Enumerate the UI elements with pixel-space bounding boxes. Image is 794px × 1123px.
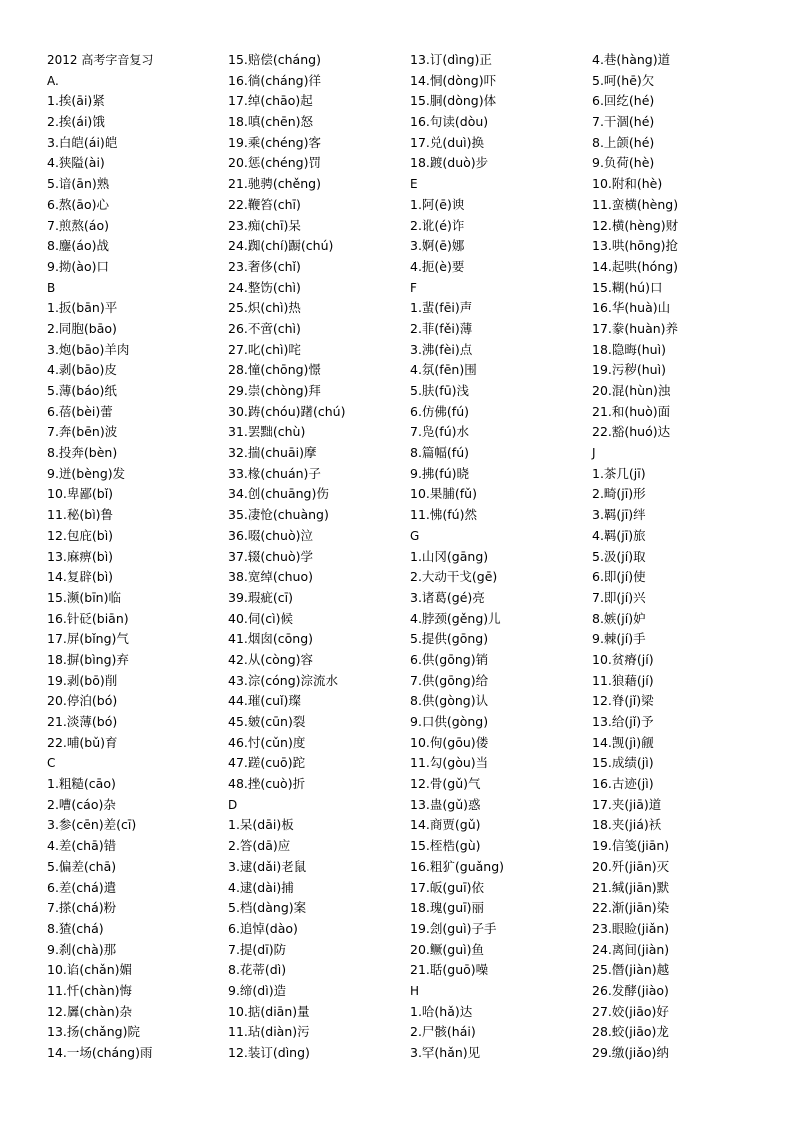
- vocab-entry: 9.负荷(hè): [592, 155, 655, 171]
- vocab-entry: 42.从(còng)容: [228, 651, 314, 667]
- vocab-entry: 12.羼(chàn)杂: [47, 1003, 133, 1019]
- vocab-entry: 25.炽(chì)热: [228, 300, 301, 316]
- vocab-entry: 1.呆(dāi)板: [228, 817, 294, 833]
- vocab-entry: 6.差(chá)遣: [47, 879, 117, 895]
- vocab-entry: 44.璀(cuǐ)璨: [228, 693, 301, 709]
- vocab-entry: 4.剥(bāo)皮: [47, 362, 117, 378]
- vocab-entry: 1.茶几(jī): [592, 465, 646, 481]
- vocab-entry: 6.仿佛(fú): [410, 403, 470, 419]
- vocab-entry: 46.忖(cǔn)度: [228, 734, 306, 750]
- vocab-entry: 12.包庇(bì): [47, 527, 114, 543]
- section-heading: 2012 高考字音复习: [47, 53, 154, 67]
- section-heading: A.: [47, 73, 59, 88]
- vocab-entry: 1.哈(hǎ)达: [410, 1003, 473, 1019]
- vocab-entry: 3.炮(bāo)羊肉: [47, 341, 130, 357]
- section-heading: E: [410, 177, 418, 192]
- vocab-entry: 14.一场(cháng)雨: [47, 1045, 153, 1060]
- vocab-entry: 11.勾(gòu)当: [410, 755, 489, 771]
- vocab-entry: 11.狼藉(jí): [592, 672, 654, 688]
- vocab-entry: 7.干涸(hé): [592, 114, 655, 130]
- vocab-entry: 16.华(huà)山: [592, 300, 671, 316]
- section-heading: F: [410, 280, 417, 295]
- vocab-entry: 10.卑鄙(bǐ): [47, 486, 114, 502]
- vocab-entry: 8.嫉(jí)妒: [592, 610, 646, 626]
- section-heading: C: [47, 756, 56, 771]
- vocab-entry: 10.谄(chǎn)媚: [47, 962, 133, 978]
- vocab-entry: 8.篇幅(fú): [410, 445, 470, 461]
- vocab-entry: 22.鞭笞(chī): [228, 196, 301, 212]
- vocab-entry: 9.缔(dì)造: [228, 982, 287, 998]
- vocab-entry: 12.横(hèng)财: [592, 217, 679, 233]
- vocab-entry: 21.驰骋(chěng): [228, 176, 321, 192]
- vocab-entry: 18.瑰(guī)丽: [410, 900, 484, 916]
- vocab-entry: 26.不啻(chì): [228, 320, 301, 336]
- vocab-entry: 16.句读(dòu): [410, 114, 489, 130]
- vocab-entry: 10.附和(hè): [592, 176, 663, 192]
- vocab-entry: 22.豁(huó)达: [592, 424, 671, 440]
- vocab-entry: 20.混(hùn)浊: [592, 383, 671, 398]
- vocab-entry: 6.供(gōng)销: [410, 651, 489, 667]
- vocab-entry: 10.贫瘠(jí): [592, 651, 654, 667]
- vocab-entry: 23.奢侈(chǐ): [228, 258, 301, 274]
- vocab-entry: 27.姣(jiāo)好: [592, 1003, 669, 1019]
- section-heading: H: [410, 983, 420, 998]
- vocab-entry: 32.揣(chuāi)摩: [228, 445, 317, 461]
- vocab-entry: 19.剥(bō)削: [47, 672, 118, 688]
- vocab-entry: 2.挨(ái)饿: [47, 114, 105, 130]
- vocab-entry: 6.回纥(hé): [592, 93, 655, 109]
- vocab-entry: 3.参(cēn)差(cī): [47, 817, 137, 833]
- vocab-entry: 18.踱(duò)步: [410, 155, 489, 171]
- vocab-entry: 9.口供(gòng): [410, 714, 489, 729]
- vocab-entry: 13.订(dìng)正: [410, 52, 492, 67]
- vocab-entry: 9.拗(ào)口: [47, 258, 109, 274]
- vocab-entry: 2.同胞(bāo): [47, 320, 117, 336]
- vocab-entry: 1.阿(ē)谀: [410, 196, 465, 212]
- vocab-entry: 15.胴(dòng)体: [410, 93, 497, 109]
- vocab-entry: 20.停泊(bó): [47, 693, 118, 709]
- vocab-entry: 17.夹(jiā)道: [592, 796, 662, 812]
- vocab-entry: 23.痴(chī)呆: [228, 217, 301, 233]
- vocab-entry: 4.羁(jī)旅: [592, 527, 646, 543]
- vocab-entry: 11.秘(bì)鲁: [47, 507, 114, 523]
- vocab-entry: 15.糊(hú)口: [592, 279, 663, 295]
- vocab-entry: 30.踌(chóu)躇(chú): [228, 403, 346, 419]
- vocab-entry: 47.蹉(cuō)跎: [228, 755, 306, 771]
- vocab-entry: 2.答(dā)应: [228, 838, 291, 854]
- vocab-entry: 2.讹(é)诈: [410, 217, 465, 233]
- vocab-entry: 6.追悼(dào): [228, 920, 298, 936]
- vocab-entry: 5.呵(hē)欠: [592, 72, 655, 88]
- vocab-entry: 5.谙(ān)熟: [47, 176, 110, 192]
- vocab-entry: 21.聒(guō)噪: [410, 962, 489, 978]
- vocab-entry: 14.起哄(hóng): [592, 258, 679, 274]
- vocab-entry: 24.离间(jiàn): [592, 941, 670, 957]
- vocab-entry: 11.蛮横(hèng): [592, 196, 679, 212]
- vocab-entry: 40.伺(cì)候: [228, 610, 293, 626]
- vocab-entry: 3.白皑(ái)皑: [47, 134, 118, 150]
- vocab-entry: 14.复辟(bì): [47, 569, 114, 585]
- vocab-entry: 4.氛(fēn)围: [410, 362, 477, 378]
- vocab-entry: 9.刹(chà)那: [47, 941, 117, 957]
- vocab-entry: 24.整饬(chì): [228, 279, 301, 295]
- vocab-entry: 3.沸(fèi)点: [410, 341, 473, 357]
- vocab-entry: 5.汲(jí)取: [592, 548, 646, 564]
- vocab-entry: 27.叱(chì)咤: [228, 341, 301, 357]
- vocab-entry: 1.粗糙(cāo): [47, 776, 116, 792]
- vocab-entry: 10.佝(gōu)偻: [410, 734, 489, 750]
- vocab-entry: 4.扼(è)要: [410, 258, 465, 274]
- vocab-entry: 14.觊(jì)觎: [592, 734, 654, 750]
- vocab-entry: 21.和(huò)面: [592, 403, 671, 419]
- vocab-entry: 15.濒(bīn)临: [47, 589, 121, 605]
- vocab-entry: 34.创(chuāng)伤: [228, 486, 329, 502]
- vocab-entry: 18.嗔(chēn)怒: [228, 114, 314, 130]
- vocab-entry: 7.凫(fú)水: [410, 424, 470, 440]
- vocab-entry: 8.供(gòng)认: [410, 693, 489, 709]
- vocab-entry: 33.椽(chuán)子: [228, 465, 321, 481]
- vocab-entry: 28.憧(chōng)憬: [228, 362, 321, 378]
- vocab-entry: 25.僭(jiàn)越: [592, 962, 670, 978]
- study-sheet: [47, 50, 767, 1080]
- section-heading: J: [592, 446, 596, 461]
- vocab-entry: 17.绰(chāo)起: [228, 93, 313, 109]
- vocab-entry: 17.豢(huàn)养: [592, 320, 679, 336]
- vocab-entry: 16.粗犷(guǎng): [410, 858, 505, 874]
- vocab-entry: 7.即(jí)兴: [592, 589, 646, 605]
- vocab-entry: 19.刽(guì)子手: [410, 920, 497, 936]
- vocab-entry: 9.拂(fú)晓: [410, 465, 470, 481]
- column-1: [47, 50, 153, 1064]
- vocab-entry: 5.档(dàng)案: [228, 900, 307, 916]
- vocab-entry: 13.蛊(gǔ)惑: [410, 796, 481, 812]
- vocab-entry: 2.尸骸(hái): [410, 1024, 476, 1040]
- vocab-entry: 7.供(gōng)给: [410, 672, 489, 688]
- vocab-entry: 4.巷(hàng)道: [592, 52, 671, 67]
- vocab-entry: 5.薄(báo)纸: [47, 383, 117, 398]
- vocab-entry: 15.桎梏(gù): [410, 838, 481, 854]
- vocab-entry: 5.肤(fū)浅: [410, 383, 470, 398]
- vocab-entry: 10.果脯(fǔ): [410, 486, 477, 502]
- vocab-entry: 1.挨(āi)紧: [47, 93, 105, 109]
- vocab-entry: 20.鳜(guì)鱼: [410, 941, 484, 957]
- vocab-entry: 13.哄(hōng)抢: [592, 238, 679, 254]
- vocab-entry: 14.恫(dòng)吓: [410, 72, 497, 88]
- vocab-entry: 29.缴(jiǎo)纳: [592, 1045, 669, 1060]
- vocab-entry: 8.猹(chá): [47, 920, 104, 936]
- vocab-entry: 19.污秽(huì): [592, 362, 666, 378]
- vocab-entry: 28.蛟(jiāo)龙: [592, 1024, 669, 1040]
- vocab-entry: 11.忏(chàn)悔: [47, 982, 133, 998]
- vocab-entry: 16.针砭(biān): [47, 610, 129, 626]
- vocab-entry: 15.赔偿(cháng): [228, 52, 321, 67]
- vocab-entry: 8.上颌(hé): [592, 134, 655, 150]
- vocab-entry: 18.摒(bìng)弃: [47, 651, 129, 667]
- vocab-entry: 3.羁(jī)绊: [592, 507, 646, 523]
- vocab-entry: 7.奔(bēn)波: [47, 424, 118, 440]
- vocab-entry: 12.脊(jǐ)梁: [592, 693, 654, 709]
- vocab-entry: 1.山冈(gāng): [410, 548, 489, 564]
- vocab-entry: 13.给(jǐ)予: [592, 714, 654, 729]
- vocab-entry: 7.煎熬(áo): [47, 217, 109, 233]
- vocab-entry: 11.玷(diàn)污: [228, 1024, 310, 1040]
- vocab-entry: 10.掂(diān)量: [228, 1003, 310, 1019]
- vocab-entry: 2.嘈(cáo)杂: [47, 796, 116, 812]
- vocab-entry: 7.搽(chá)粉: [47, 900, 117, 916]
- vocab-entry: 2.大动干戈(gē): [410, 569, 498, 585]
- vocab-entry: 20.歼(jiān)灭: [592, 858, 670, 874]
- vocab-entry: 6.熬(āo)心: [47, 196, 109, 212]
- vocab-entry: 17.屏(bǐng)气: [47, 631, 129, 647]
- vocab-entry: 9.棘(jí)手: [592, 631, 646, 647]
- vocab-entry: 8.鏖(áo)战: [47, 238, 109, 254]
- vocab-entry: 18.隐晦(huì): [592, 341, 666, 357]
- vocab-entry: 4.狭隘(ài): [47, 155, 105, 171]
- vocab-entry: 12.装订(dìng): [228, 1045, 310, 1060]
- vocab-entry: 11.怫(fú)然: [410, 507, 477, 523]
- vocab-entry: 1.蜚(fēi)声: [410, 300, 473, 316]
- vocab-entry: 21.淡薄(bó): [47, 714, 118, 729]
- vocab-entry: 4.脖颈(gěng)儿: [410, 610, 501, 626]
- vocab-entry: 3.逮(dǎi)老鼠: [228, 858, 307, 874]
- vocab-entry: 43.淙(cóng)淙流水: [228, 672, 339, 688]
- vocab-entry: 20.惩(chéng)罚: [228, 155, 321, 171]
- vocab-entry: 18.夹(jiá)袄: [592, 817, 662, 833]
- column-3: [410, 50, 504, 1064]
- column-2: [228, 50, 345, 1064]
- vocab-entry: 16.古迹(jì): [592, 776, 654, 792]
- vocab-entry: 13.麻痹(bì): [47, 548, 114, 564]
- vocab-entry: 2.菲(fěi)薄: [410, 320, 473, 336]
- vocab-entry: 12.骨(gǔ)气: [410, 776, 481, 792]
- vocab-entry: 8.花蒂(dì): [228, 962, 287, 978]
- vocab-entry: 7.提(dī)防: [228, 941, 287, 957]
- vocab-entry: 16.徜(cháng)徉: [228, 72, 321, 88]
- vocab-entry: 31.罢黜(chù): [228, 424, 306, 440]
- vocab-entry: 38.宽绰(chuo): [228, 569, 313, 585]
- vocab-entry: 19.信笺(jiān): [592, 838, 670, 854]
- vocab-entry: 26.发酵(jiào): [592, 982, 669, 998]
- vocab-entry: 6.蓓(bèi)蕾: [47, 403, 113, 419]
- vocab-entry: 23.眼睑(jiǎn): [592, 920, 670, 936]
- vocab-entry: 3.罕(hǎn)见: [410, 1045, 481, 1060]
- vocab-entry: 22.哺(bǔ)育: [47, 734, 118, 750]
- vocab-entry: 37.辍(chuò)学: [228, 548, 313, 564]
- vocab-entry: 5.偏差(chā): [47, 858, 117, 874]
- vocab-entry: 4.逮(dài)捕: [228, 879, 294, 895]
- vocab-entry: 5.提供(gōng): [410, 631, 489, 647]
- vocab-entry: 3.婀(ē)娜: [410, 238, 465, 254]
- vocab-entry: 22.渐(jiān)染: [592, 900, 670, 916]
- vocab-entry: 4.差(chā)错: [47, 838, 117, 854]
- vocab-entry: 15.成绩(jì): [592, 755, 654, 771]
- vocab-entry: 39.瑕疵(cī): [228, 589, 293, 605]
- vocab-entry: 45.皴(cūn)裂: [228, 714, 306, 729]
- vocab-entry: 8.投奔(bèn): [47, 445, 118, 461]
- vocab-entry: 48.挫(cuò)折: [228, 776, 306, 792]
- vocab-entry: 35.凄怆(chuàng): [228, 507, 329, 523]
- section-heading: D: [228, 797, 238, 812]
- vocab-entry: 2.畸(jī)形: [592, 486, 646, 502]
- vocab-entry: 29.崇(chòng)拜: [228, 383, 321, 398]
- vocab-entry: 3.诸葛(gé)亮: [410, 589, 485, 605]
- vocab-entry: 9.迸(bèng)发: [47, 465, 126, 481]
- vocab-entry: 24.踟(chí)蹰(chú): [228, 238, 334, 254]
- vocab-entry: 36.啜(chuò)泣: [228, 527, 313, 543]
- vocab-entry: 19.乘(chéng)客: [228, 134, 321, 150]
- vocab-entry: 6.即(jí)使: [592, 569, 646, 585]
- section-heading: G: [410, 528, 420, 543]
- vocab-entry: 21.缄(jiān)默: [592, 879, 670, 895]
- vocab-entry: 41.烟囱(cōng): [228, 631, 314, 647]
- section-heading: B: [47, 280, 56, 295]
- vocab-entry: 17.皈(guī)依: [410, 879, 484, 895]
- vocab-entry: 13.扬(chǎng)院: [47, 1024, 140, 1040]
- vocab-entry: 14.商贾(gǔ): [410, 817, 481, 833]
- vocab-entry: 1.扳(bān)平: [47, 300, 118, 316]
- vocab-entry: 17.兑(duì)换: [410, 134, 484, 150]
- column-4: [592, 50, 678, 1064]
